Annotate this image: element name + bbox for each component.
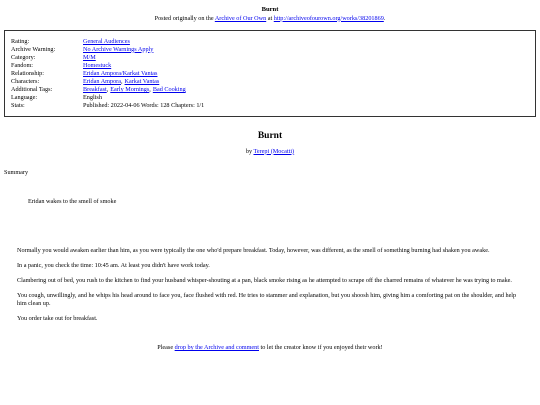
footer-suffix: to let the creator know if you enjoyed their work!	[260, 344, 383, 352]
character-link[interactable]: Karkat Vantas	[124, 77, 160, 85]
meta-label: Characters:	[11, 77, 40, 85]
work-url-link[interactable]: http://archiveofourown.org/works/38201869	[273, 14, 384, 22]
posted-period: .	[383, 14, 386, 22]
footer-prefix: Please	[157, 344, 174, 352]
story-paragraph: Normally you would awaken earlier than him, as you were typically the one who'd prepare breakfast. Today, however, was different, as the smell of something burning had shaken you awake.	[17, 246, 490, 254]
story-paragraph: You cough, unwillingly, and he whips his head around to face you, face flushed with red. He tries to stammer and explanation, but you shoosh him, giving him a comforting pat on the shoulder, and help him clean up.	[17, 291, 517, 307]
author-link[interactable]: Terepi (Mocatti)	[253, 147, 295, 155]
byline	[0, 148, 540, 156]
tag-link[interactable]: Breakfast	[83, 86, 107, 93]
posted-prefix: Posted originally on the	[154, 14, 214, 22]
story-body	[17, 247, 522, 323]
meta-tags: Additional Tags: Breakfast, Early Mornings, Bad Cooking	[11, 86, 186, 93]
character-link[interactable]: Eridan Ampora	[83, 77, 121, 85]
language-value: English	[83, 94, 102, 102]
meta-characters: Characters: Eridan Ampora, Karkat Vantas	[11, 77, 160, 85]
stats-value: Published: 2022-04-06 Words: 128 Chapters: 1/1	[83, 102, 205, 110]
summary-heading: Summary	[4, 168, 29, 176]
by-word: by	[245, 147, 253, 155]
meta-label: Category:	[11, 53, 36, 61]
meta-warning	[11, 46, 527, 54]
tag-link[interactable]: Bad Cooking	[152, 86, 186, 93]
story-paragraph: Clambering out of bed, you rush to the kitchen to find your husband whisper-shouting at a pan, black smoke rising as he attempted to scrape off the charred remains of whatever he was trying to make.	[17, 276, 512, 284]
footer-note	[0, 344, 540, 352]
warning-link[interactable]: No Archive Warnings Apply	[83, 45, 154, 53]
story-paragraph: In a panic, you check the time: 10:45 am. At least you didn't have work today.	[17, 261, 210, 269]
header-title: Burnt	[261, 6, 279, 13]
archive-link[interactable]: Archive of Our Own	[214, 14, 267, 22]
summary-text: Eridan wakes to the smell of smoke	[28, 197, 117, 205]
relationship-link[interactable]: Eridan Ampora/Karkat Vantas	[83, 69, 158, 77]
meta-label: Additional Tags:	[11, 86, 53, 93]
meta-label: Stats:	[11, 102, 25, 110]
posted-at: at	[267, 14, 273, 22]
meta-label: Relationship:	[11, 69, 44, 77]
rating-link[interactable]: General Audiences	[83, 37, 130, 45]
meta-label: Language:	[11, 94, 38, 102]
meta-relationship	[11, 70, 527, 78]
comment-link[interactable]: drop by the Archive and comment	[174, 344, 259, 352]
meta-language	[11, 94, 527, 102]
category-link[interactable]: M/M	[83, 53, 96, 61]
story-paragraph: You order take out for breakfast.	[17, 315, 98, 323]
meta-label: Fandom:	[11, 61, 34, 69]
meta-rating	[11, 38, 527, 46]
page-header	[0, 0, 540, 23]
posted-line	[0, 15, 540, 23]
fandom-link[interactable]: Homestuck	[83, 61, 112, 69]
meta-category	[11, 54, 527, 62]
meta-fandom	[11, 62, 527, 70]
meta-label: Rating:	[11, 37, 30, 45]
meta-stats	[11, 102, 527, 110]
tag-link[interactable]: Early Mornings	[110, 86, 150, 93]
work-metadata-box	[4, 30, 536, 118]
meta-label: Archive Warning:	[11, 45, 56, 53]
work-title: Burnt	[257, 131, 283, 142]
